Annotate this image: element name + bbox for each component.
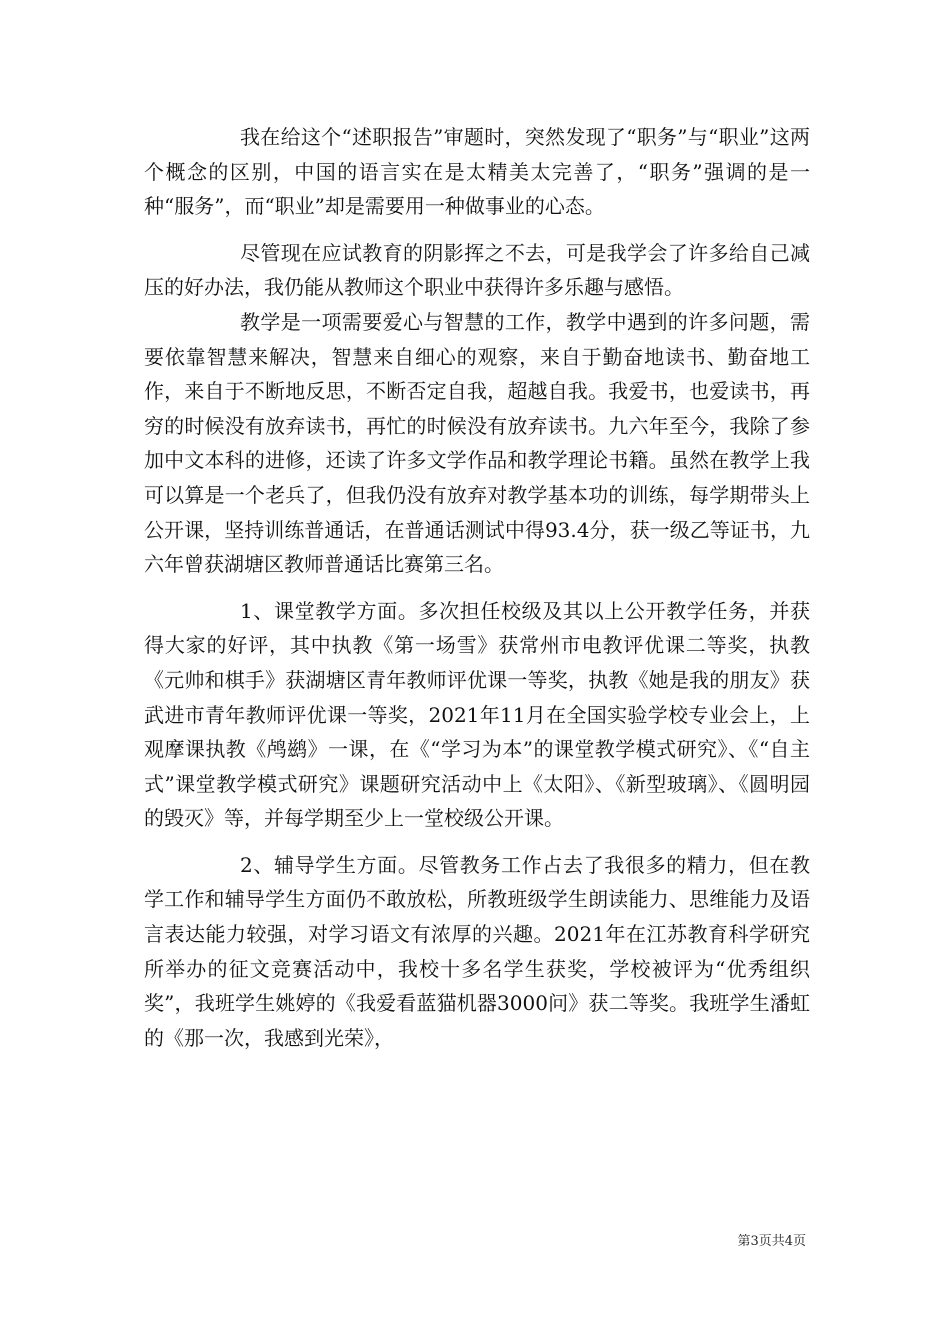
page-number-footer: 第3页共4页 <box>737 1234 806 1249</box>
paragraph-student-guidance: 2、辅导学生方面。尽管教务工作占去了我很多的精力，但在教学工作和辅导学生方面仍不敢放松，所教班级学生朗读能力、思维能力及语言表达能力较强，对学习语文有浓厚的兴趣。2021年在江苏教育科学研究所举办的征文竞赛活动中，我校十多名学生获奖，学校被评为“优秀组织奖”，我班学生姚婷的《我爱看蓝猫机器3000问》获二等奖。我班学生潘虹的《那一次，我感到光荣》， <box>144 852 810 1050</box>
document-body <box>144 120 810 1055</box>
paragraph-teaching-wisdom: 教学是一项需要爱心与智慧的工作，教学中遇到的许多问题，需要依靠智慧来解决，智慧来自细心的观察，来自于勤奋地读书、勤奋地工作，来自于不断地反思，不断否定自我，超越自我。我爱书，也爱读书，再穷的时候没有放弃读书，再忙的时候没有放弃读书。九六年至今，我除了参加中文本科的进修，还读了许多文学作品和教学理论书籍。虽然在教学上我可以算是一个老兵了，但我仍没有放弃对教学基本功的训练，每学期带头上公开课，坚持训练普通话，在普通话测试中得93.4分，获一级乙等证书，九六年曾获湖塘区教师普通话比赛第三名。 <box>144 309 810 577</box>
paragraph-exam-pressure: 尽管现在应试教育的阴影挥之不去，可是我学会了许多给自己减压的好办法，我仍能从教师这个职业中获得许多乐趣与感悟。 <box>144 240 810 300</box>
paragraph-classroom-teaching: 1、课堂教学方面。多次担任校级及其以上公开教学任务，并获得大家的好评，其中执教《第一场雪》获常州市电教评优课二等奖，执教《元帅和棋手》获湖塘区青年教师评优课一等奖，执教《她是我的朋友》获武进市青年教师评优课一等奖，2021年11月在全国实验学校专业会上，上观摩课执教《鸬鹚》一课，在《“学习为本”的课堂教学模式研究》、《“自主式”课堂教学模式研究》课题研究活动中上《太阳》、《新型玻璃》、《圆明园的毁灭》等，并每学期至少上一堂校级公开课。 <box>144 598 810 831</box>
paragraph-job-vs-duty: 我在给这个“述职报告”审题时，突然发现了“职务”与“职业”这两个概念的区别，中国的语言实在是太精美太完善了，“职务”强调的是一种“服务”，而“职业”却是需要用一种做事业的心态。 <box>144 125 810 219</box>
